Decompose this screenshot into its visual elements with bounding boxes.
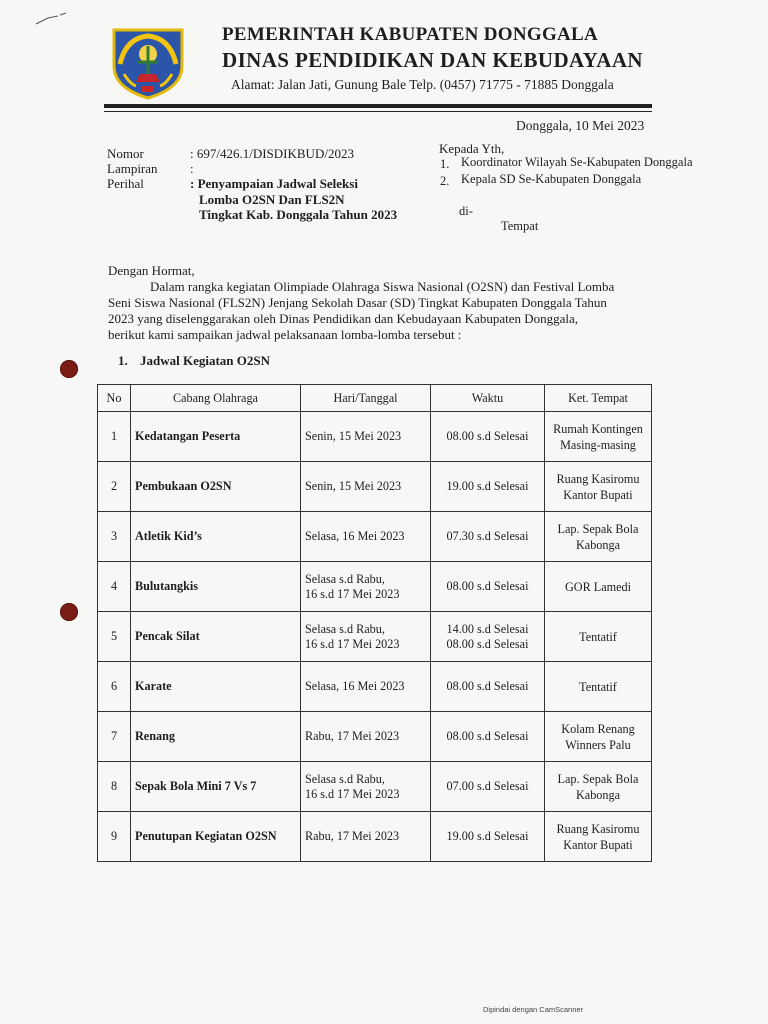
recipient-2-text: Kepala SD Se-Kabupaten Donggala (461, 172, 642, 186)
cell-time (431, 612, 545, 662)
time-line-1: 08.00 s.d Selesai (446, 679, 529, 693)
letter-date: Donggala, 10 Mei 2023 (516, 118, 645, 133)
table-row (98, 612, 652, 662)
cell-place (545, 562, 652, 612)
cell-day (301, 612, 431, 662)
cell-no: 5 (98, 612, 131, 662)
table-row (98, 662, 652, 712)
cell-event: Atletik Kid’s (131, 512, 301, 562)
place-line-1: Tentatif (579, 629, 617, 644)
recipients-tempat: Tempat (501, 219, 539, 233)
paragraph-line-4: berikut kami sampaikan jadwal pelaksanaan lomba-lomba tersebut : (108, 327, 462, 342)
paragraph-line-1: Dalam rangka kegiatan Olimpiade Olahraga Siswa Nasional (O2SN) dan Festival Lomba (150, 279, 615, 294)
cell-no: 1 (98, 412, 131, 462)
perihal-value-line3: Tingkat Kab. Donggala Tahun 2023 (199, 207, 398, 222)
header-no: No (98, 385, 131, 412)
time-line-1: 07.30 s.d Selesai (446, 529, 529, 543)
cell-event: Sepak Bola Mini 7 Vs 7 (131, 762, 301, 812)
cell-day (301, 562, 431, 612)
place-line-1: Lap. Sepak Bola (557, 521, 639, 536)
cell-time (431, 812, 545, 862)
table-header-row (98, 385, 652, 412)
place-line-2: Kantor Bupati (563, 487, 633, 502)
cell-no: 2 (98, 462, 131, 512)
cell-day (301, 712, 431, 762)
table-row (98, 512, 652, 562)
time-line-1: 08.00 s.d Selesai (446, 729, 529, 743)
cell-event: Karate (131, 662, 301, 712)
day-line-2: 16 s.d 17 Mei 2023 (305, 636, 400, 651)
letterhead-department: DINAS PENDIDIKAN DAN KEBUDAYAAN (222, 48, 643, 72)
nomor-label: Nomor (107, 146, 144, 161)
recipients-di: di- (459, 204, 473, 218)
perihal-value-line1: : Penyampaian Jadwal Seleksi (190, 176, 358, 191)
cell-day (301, 812, 431, 862)
cell-event: Pencak Silat (131, 612, 301, 662)
place-line-1: Ruang Kasiromu (556, 471, 640, 486)
cell-place (545, 662, 652, 712)
time-line-1: 08.00 s.d Selesai (446, 429, 529, 443)
time-line-1: 19.00 s.d Selesai (446, 479, 529, 493)
nomor-value: : 697/426.1/DISDIKBUD/2023 (190, 146, 354, 161)
table-row (98, 762, 652, 812)
place-line-1: Lap. Sepak Bola (557, 771, 639, 786)
cell-place (545, 512, 652, 562)
place-line-1: Tentatif (579, 679, 617, 694)
time-line-1: 19.00 s.d Selesai (446, 829, 529, 843)
day-line-1: Senin, 15 Mei 2023 (305, 429, 402, 443)
table-row (98, 562, 652, 612)
letterhead-rule-thick (104, 104, 652, 108)
cell-event: Renang (131, 712, 301, 762)
cell-place (545, 712, 652, 762)
cell-time (431, 662, 545, 712)
cell-place (545, 812, 652, 862)
day-line-1: Rabu, 17 Mei 2023 (305, 829, 400, 843)
table-row (98, 462, 652, 512)
day-line-1: Selasa, 16 Mei 2023 (305, 529, 405, 543)
place-line-1: GOR Lamedi (564, 579, 631, 594)
recipient-1-number: 1. (440, 157, 450, 171)
day-line-2: 16 s.d 17 Mei 2023 (305, 786, 400, 801)
letterhead-rule-thin (104, 111, 652, 112)
schedule-table (97, 384, 652, 862)
cell-time (431, 512, 545, 562)
header-ket-tempat: Ket. Tempat (545, 385, 652, 412)
place-line-1: Ruang Kasiromu (556, 821, 640, 836)
day-line-1: Selasa s.d Rabu, (305, 621, 385, 636)
cell-day (301, 412, 431, 462)
cell-time (431, 712, 545, 762)
cell-event: Kedatangan Peserta (131, 412, 301, 462)
cell-no: 7 (98, 712, 131, 762)
header-cabang-olahraga: Cabang Olahraga (131, 385, 301, 412)
section-title: Jadwal Kegiatan O2SN (140, 353, 271, 368)
cell-time (431, 562, 545, 612)
cell-no: 4 (98, 562, 131, 612)
recipient-2-number: 2. (440, 174, 450, 188)
punch-hole-bottom (60, 603, 78, 621)
cell-place (545, 612, 652, 662)
place-line-1: Rumah Kontingen (553, 421, 643, 436)
salutation: Dengan Hormat, (108, 263, 195, 278)
cell-no: 8 (98, 762, 131, 812)
regency-emblem-logo (106, 24, 190, 100)
table-row (98, 812, 652, 862)
day-line-1: Senin, 15 Mei 2023 (305, 479, 402, 493)
place-line-1: Kolam Renang (561, 721, 635, 736)
section-number: 1. (118, 353, 128, 368)
cell-no: 6 (98, 662, 131, 712)
cell-no: 3 (98, 512, 131, 562)
recipient-1-text: Koordinator Wilayah Se-Kabupaten Donggala (461, 155, 693, 169)
cell-place (545, 462, 652, 512)
place-line-2: Kabonga (576, 787, 620, 802)
cell-time (431, 762, 545, 812)
cell-time (431, 462, 545, 512)
lampiran-label: Lampiran (107, 161, 158, 176)
cell-day (301, 512, 431, 562)
paragraph-line-3: 2023 yang diselenggarakan oleh Dinas Pendidikan dan Kebudayaan Kabupaten Donggala, (108, 311, 579, 326)
header-waktu: Waktu (431, 385, 545, 412)
cell-event: Bulutangkis (131, 562, 301, 612)
place-line-2: Kabonga (576, 537, 620, 552)
perihal-value-line2: Lomba O2SN Dan FLS2N (199, 192, 345, 207)
cell-place (545, 762, 652, 812)
time-line-1: 14.00 s.d Selesai (446, 621, 529, 636)
cell-day (301, 762, 431, 812)
cell-day (301, 462, 431, 512)
cell-no: 9 (98, 812, 131, 862)
scanner-watermark: Dipindai dengan CamScanner (483, 1005, 584, 1014)
cell-event: Penutupan Kegiatan O2SN (131, 812, 301, 862)
letterhead-government: PEMERINTAH KABUPATEN DONGGALA (222, 24, 599, 45)
time-line-1: 07.00 s.d Selesai (446, 779, 529, 793)
cell-time (431, 412, 545, 462)
letterhead-address: Alamat: Jalan Jati, Gunung Bale Telp. (0457) 71775 - 71885 Donggala (231, 77, 614, 92)
punch-hole-top (60, 360, 78, 378)
place-line-2: Winners Palu (565, 737, 631, 752)
table-row (98, 712, 652, 762)
cell-event: Pembukaan O2SN (131, 462, 301, 512)
pen-mark (34, 12, 70, 26)
day-line-1: Selasa s.d Rabu, (305, 771, 385, 786)
cell-place (545, 412, 652, 462)
day-line-1: Selasa s.d Rabu, (305, 571, 385, 586)
time-line-2: 08.00 s.d Selesai (446, 636, 529, 651)
paragraph-line-2: Seni Siswa Nasional (FLS2N) Jenjang Sekolah Dasar (SD) Tingkat Kabupaten Donggala Tahun (108, 295, 607, 310)
perihal-label: Perihal (107, 176, 144, 191)
place-line-2: Masing-masing (560, 437, 636, 452)
day-line-1: Rabu, 17 Mei 2023 (305, 729, 400, 743)
table-row (98, 412, 652, 462)
cell-day (301, 662, 431, 712)
day-line-1: Selasa, 16 Mei 2023 (305, 679, 405, 693)
lampiran-value: : (190, 161, 194, 176)
day-line-2: 16 s.d 17 Mei 2023 (305, 586, 400, 601)
header-hari-tanggal: Hari/Tanggal (301, 385, 431, 412)
place-line-2: Kantor Bupati (563, 837, 633, 852)
recipients-heading: Kepada Yth, (439, 141, 505, 156)
time-line-1: 08.00 s.d Selesai (446, 579, 529, 593)
